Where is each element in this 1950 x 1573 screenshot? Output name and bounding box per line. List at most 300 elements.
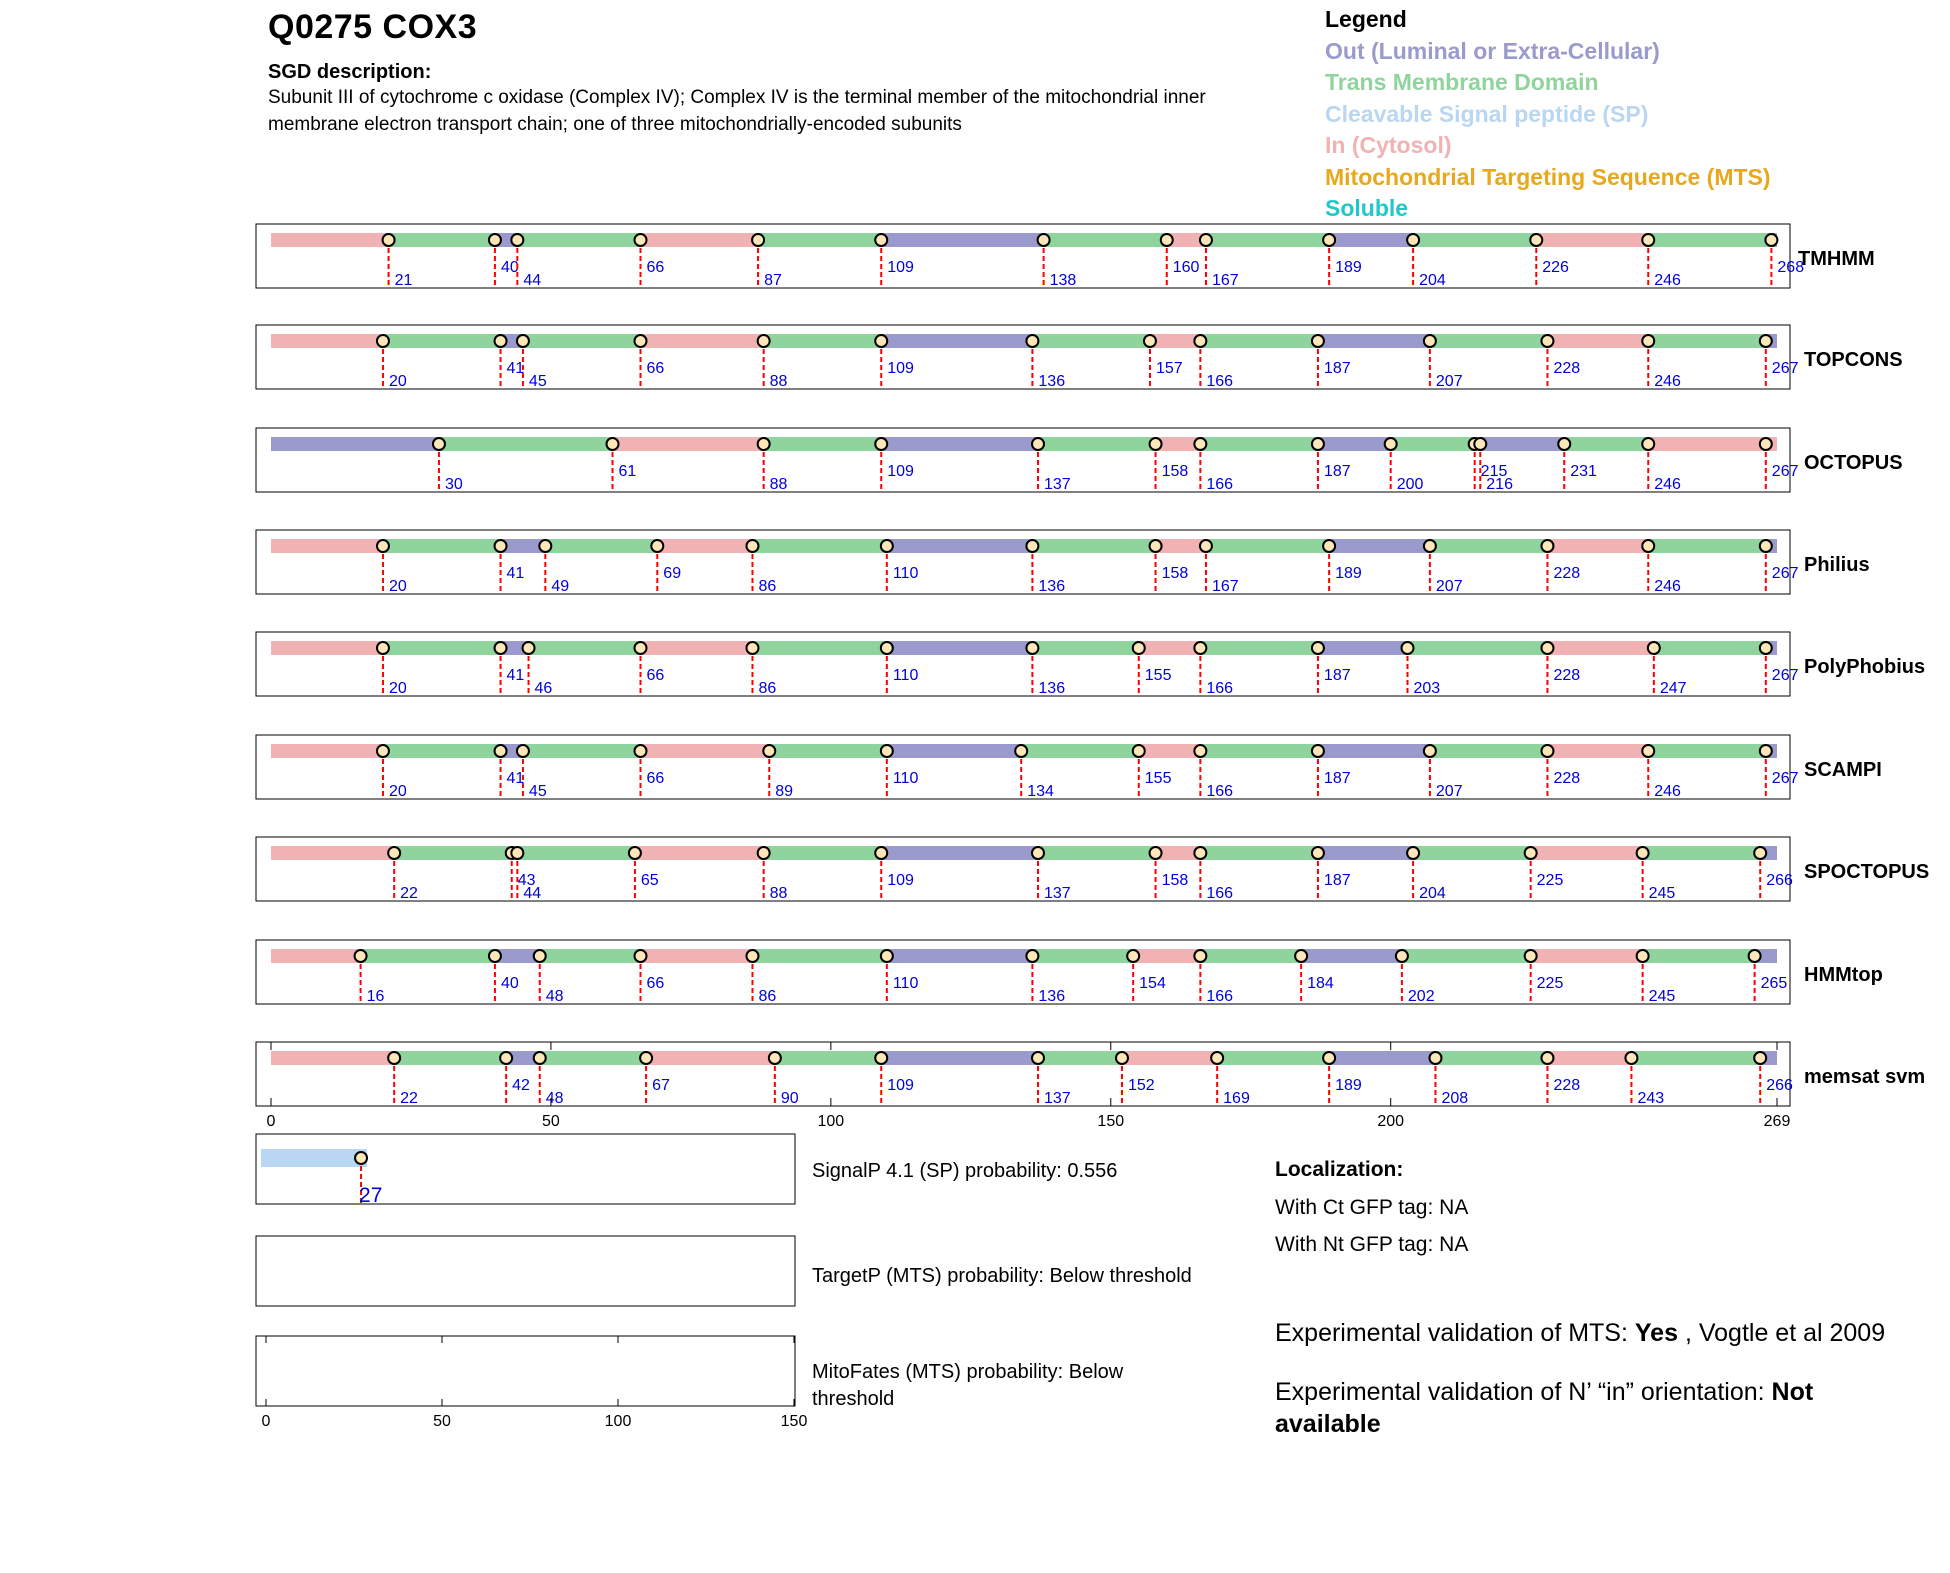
track-segment: [1547, 334, 1648, 348]
boundary-label: 247: [1659, 680, 1687, 697]
boundary-label: 66: [646, 770, 665, 787]
boundary-marker: [746, 642, 758, 654]
boundary-label: 109: [887, 259, 914, 276]
boundary-marker: [495, 540, 507, 552]
x-tick-label: 150: [1097, 1113, 1125, 1130]
legend-title: Legend: [1325, 6, 1407, 32]
track-segment: [1413, 846, 1531, 860]
boundary-marker: [1015, 745, 1027, 757]
boundary-marker: [1760, 335, 1772, 347]
sp-x-tick-label: 0: [261, 1413, 271, 1430]
track-segment: [439, 437, 613, 451]
boundary-marker: [1194, 642, 1206, 654]
boundary-label: 228: [1553, 360, 1581, 377]
track-segment: [1318, 641, 1408, 655]
boundary-marker: [1323, 540, 1335, 552]
boundary-marker: [651, 540, 663, 552]
boundary-marker: [1541, 745, 1553, 757]
boundary-marker: [875, 335, 887, 347]
boundary-label: 20: [388, 578, 407, 595]
track-segment: [517, 233, 640, 247]
boundary-marker: [1032, 438, 1044, 450]
track-segment: [887, 949, 1033, 963]
localization-nt: With Nt GFP tag: NA: [1275, 1233, 1469, 1256]
boundary-label: 167: [1211, 578, 1239, 595]
boundary-marker: [758, 438, 770, 450]
track-segment: [540, 949, 641, 963]
track-name: Philius: [1804, 554, 1870, 576]
boundary-marker: [500, 1052, 512, 1064]
boundary-marker: [1429, 1052, 1441, 1064]
track-segment: [1329, 1051, 1435, 1065]
track-segment: [271, 334, 383, 348]
boundary-marker: [1525, 847, 1537, 859]
boundary-label: 246: [1654, 373, 1681, 390]
x-tick-label: 100: [817, 1113, 845, 1130]
boundary-marker: [489, 234, 501, 246]
track-segment: [1200, 437, 1318, 451]
boundary-label: 207: [1435, 373, 1463, 390]
boundary-marker: [758, 847, 770, 859]
boundary-marker: [1760, 642, 1772, 654]
legend-item-tm: Trans Membrane Domain: [1325, 69, 1599, 95]
track-segment: [1206, 539, 1329, 553]
boundary-marker: [1558, 438, 1570, 450]
boundary-label: 155: [1144, 667, 1172, 684]
boundary-marker: [1312, 642, 1324, 654]
boundary-label: 109: [887, 360, 914, 377]
boundary-label: 215: [1480, 463, 1508, 480]
track-segment: [383, 334, 501, 348]
track-name: SPOCTOPUS: [1804, 861, 1930, 883]
track-segment: [1217, 1051, 1329, 1065]
signal-panel-box: [256, 1336, 795, 1406]
boundary-marker: [1754, 1052, 1766, 1064]
sp-x-tick-label: 150: [780, 1413, 808, 1430]
boundary-label: 66: [646, 667, 665, 684]
track-name: HMMtop: [1804, 964, 1883, 986]
boundary-label: 22: [400, 1090, 418, 1107]
boundary-marker: [1211, 1052, 1223, 1064]
boundary-label: 267: [1771, 360, 1799, 377]
track-segment: [887, 744, 1021, 758]
boundary-marker: [1760, 438, 1772, 450]
boundary-marker: [1116, 1052, 1128, 1064]
track-segment: [1430, 539, 1548, 553]
boundary-marker: [1194, 745, 1206, 757]
boundary-marker: [1032, 1052, 1044, 1064]
track-segment: [271, 949, 361, 963]
boundary-marker: [1032, 847, 1044, 859]
boundary-marker: [1407, 234, 1419, 246]
boundary-marker: [1200, 540, 1212, 552]
track-segment: [540, 1051, 646, 1065]
track-segment: [775, 1051, 881, 1065]
boundary-label: 22: [400, 885, 418, 902]
boundary-label: 110: [892, 975, 919, 992]
exp-orient-prefix: Experimental validation of N’ “in” orientation:: [1275, 1378, 1772, 1406]
track-segment: [1122, 1051, 1217, 1065]
track-segment: [887, 539, 1033, 553]
boundary-label: 41: [506, 770, 525, 787]
boundary-marker: [752, 234, 764, 246]
boundary-marker: [635, 335, 647, 347]
boundary-marker: [1642, 540, 1654, 552]
boundary-marker: [433, 438, 445, 450]
boundary-label: 46: [534, 680, 553, 697]
boundary-label: 41: [506, 360, 525, 377]
track-segment: [769, 744, 887, 758]
track-segment: [1038, 846, 1156, 860]
boundary-label: 61: [618, 463, 637, 480]
track-segment: [881, 1051, 1038, 1065]
mitofates-label-line2: threshold: [812, 1388, 895, 1410]
track-segment: [657, 539, 752, 553]
boundary-label: 88: [769, 476, 788, 493]
boundary-marker: [1150, 540, 1162, 552]
boundary-marker: [607, 438, 619, 450]
track-segment: [1407, 641, 1547, 655]
track-segment: [1547, 539, 1648, 553]
targetp-label: TargetP (MTS) probability: Below threshold: [812, 1265, 1192, 1287]
legend-item-in: In (Cytosol): [1325, 132, 1452, 158]
boundary-marker: [1407, 847, 1419, 859]
boundary-label: 266: [1766, 1077, 1793, 1094]
exp-orientation: [1275, 1376, 1915, 1440]
boundary-marker: [1133, 745, 1145, 757]
sp-segment: [261, 1149, 367, 1167]
boundary-label: 266: [1766, 872, 1793, 889]
track-segment: [271, 437, 439, 451]
sp-boundary-label: 27: [359, 1184, 383, 1207]
track-segment: [394, 1051, 506, 1065]
track-segment: [1648, 539, 1766, 553]
boundary-marker: [517, 745, 529, 757]
boundary-label: 169: [1223, 1090, 1250, 1107]
boundary-label: 246: [1654, 783, 1681, 800]
track-segment: [635, 846, 764, 860]
track-segment: [1654, 641, 1766, 655]
boundary-marker: [1295, 950, 1307, 962]
track-segment: [881, 233, 1043, 247]
boundary-label: 243: [1637, 1090, 1665, 1107]
boundary-label: 86: [758, 578, 777, 595]
boundary-label: 268: [1777, 259, 1805, 276]
boundary-label: 66: [646, 360, 665, 377]
track-segment: [1391, 437, 1475, 451]
track-segment: [394, 846, 512, 860]
boundary-marker: [881, 950, 893, 962]
boundary-label: 166: [1206, 885, 1234, 902]
track-segment: [1038, 437, 1156, 451]
boundary-label: 43: [517, 872, 536, 889]
boundary-label: 88: [769, 885, 788, 902]
boundary-marker: [388, 847, 400, 859]
track-segment: [752, 949, 886, 963]
boundary-marker: [511, 847, 523, 859]
track-segment: [389, 233, 495, 247]
boundary-label: 48: [545, 988, 564, 1005]
boundary-label: 152: [1127, 1077, 1155, 1094]
boundary-marker: [875, 234, 887, 246]
track-segment: [1318, 744, 1430, 758]
page-title: Q0275 COX3: [268, 8, 478, 46]
boundary-label: 189: [1335, 565, 1362, 582]
boundary-marker: [1525, 950, 1537, 962]
track-segment: [1200, 641, 1318, 655]
boundary-label: 225: [1536, 975, 1564, 992]
boundary-label: 189: [1335, 1077, 1362, 1094]
track-segment: [1564, 437, 1648, 451]
track-segment: [1139, 641, 1201, 655]
boundary-label: 158: [1161, 463, 1189, 480]
track-name: TOPCONS: [1804, 349, 1903, 371]
x-tick-label: 269: [1763, 1113, 1791, 1130]
boundary-label: 245: [1648, 988, 1676, 1005]
boundary-marker: [495, 745, 507, 757]
boundary-marker: [1385, 438, 1397, 450]
track-segment: [1318, 437, 1391, 451]
boundary-marker: [1642, 335, 1654, 347]
boundary-marker: [1323, 1052, 1335, 1064]
track-segment: [881, 437, 1038, 451]
boundary-marker: [1026, 950, 1038, 962]
signal-panel-box: [256, 1236, 795, 1306]
boundary-marker: [1038, 234, 1050, 246]
boundary-marker: [881, 642, 893, 654]
boundary-marker: [1474, 438, 1486, 450]
boundary-marker: [1401, 642, 1413, 654]
track-segment: [1318, 334, 1430, 348]
track-segment: [1032, 949, 1133, 963]
track-segment: [529, 641, 641, 655]
boundary-marker: [1749, 950, 1761, 962]
boundary-label: 41: [506, 667, 525, 684]
track-segment: [517, 846, 635, 860]
track-segment: [383, 744, 501, 758]
boundary-label: 157: [1155, 360, 1183, 377]
boundary-label: 110: [892, 770, 919, 787]
track-segment: [641, 233, 759, 247]
boundary-label: 187: [1323, 770, 1351, 787]
track-segment: [1200, 744, 1318, 758]
track-segment: [1044, 233, 1167, 247]
boundary-label: 187: [1323, 463, 1351, 480]
track-segment: [1139, 744, 1201, 758]
boundary-label: 265: [1760, 975, 1788, 992]
boundary-marker: [377, 335, 389, 347]
boundary-marker: [377, 540, 389, 552]
track-segment: [1032, 539, 1155, 553]
track-segment: [523, 744, 641, 758]
boundary-marker: [388, 1052, 400, 1064]
boundary-marker: [1424, 335, 1436, 347]
boundary-label: 226: [1542, 259, 1569, 276]
boundary-marker: [763, 745, 775, 757]
boundary-label: 246: [1654, 476, 1681, 493]
boundary-label: 200: [1396, 476, 1424, 493]
boundary-marker: [1637, 847, 1649, 859]
boundary-marker: [635, 950, 647, 962]
boundary-label: 267: [1771, 463, 1799, 480]
boundary-marker: [539, 540, 551, 552]
boundary-label: 202: [1407, 988, 1435, 1005]
boundary-marker: [875, 847, 887, 859]
track-segment: [271, 846, 394, 860]
boundary-label: 189: [1335, 259, 1362, 276]
boundary-label: 109: [887, 1077, 914, 1094]
boundary-label: 109: [887, 872, 914, 889]
track-segment: [1648, 334, 1766, 348]
boundary-label: 231: [1570, 463, 1597, 480]
exp-mts: [1275, 1317, 1885, 1349]
boundary-label: 20: [388, 373, 407, 390]
track-segment: [1430, 744, 1548, 758]
track-segment: [1531, 949, 1643, 963]
boundary-marker: [1637, 950, 1649, 962]
track-segment: [764, 846, 882, 860]
boundary-marker: [758, 335, 770, 347]
boundary-marker: [1642, 438, 1654, 450]
boundary-marker: [1133, 642, 1145, 654]
boundary-label: 228: [1553, 770, 1581, 787]
boundary-label: 184: [1307, 975, 1334, 992]
track-segment: [1032, 641, 1138, 655]
boundary-label: 110: [892, 667, 919, 684]
signalp-label: SignalP 4.1 (SP) probability: 0.556: [812, 1160, 1118, 1182]
boundary-marker: [1541, 642, 1553, 654]
boundary-label: 166: [1206, 680, 1234, 697]
boundary-label: 86: [758, 988, 777, 1005]
boundary-label: 267: [1771, 667, 1799, 684]
boundary-marker: [1026, 642, 1038, 654]
boundary-marker: [1625, 1052, 1637, 1064]
boundary-marker: [517, 335, 529, 347]
boundary-marker: [383, 234, 395, 246]
boundary-marker: [1530, 234, 1542, 246]
boundary-marker: [1312, 438, 1324, 450]
boundary-label: 158: [1161, 872, 1189, 889]
boundary-marker: [377, 745, 389, 757]
boundary-label: 166: [1206, 988, 1234, 1005]
boundary-marker: [1648, 642, 1660, 654]
boundary-label: 167: [1211, 272, 1239, 289]
legend-item-soluble: Soluble: [1325, 195, 1409, 221]
track-segment: [1531, 846, 1643, 860]
boundary-label: 245: [1648, 885, 1676, 902]
boundary-marker: [511, 234, 523, 246]
track-segment: [1329, 233, 1413, 247]
boundary-marker: [1312, 847, 1324, 859]
track-segment: [641, 641, 753, 655]
boundary-marker: [1127, 950, 1139, 962]
track-segment: [1480, 437, 1564, 451]
x-tick-label: 0: [266, 1113, 276, 1130]
boundary-label: 20: [388, 680, 407, 697]
boundary-label: 246: [1654, 272, 1681, 289]
localization-heading: Localization:: [1275, 1158, 1404, 1181]
boundary-label: 66: [646, 975, 665, 992]
boundary-marker: [1754, 847, 1766, 859]
boundary-label: 48: [545, 1090, 564, 1107]
boundary-marker: [1642, 745, 1654, 757]
boundary-label: 203: [1413, 680, 1441, 697]
boundary-marker: [377, 642, 389, 654]
boundary-marker: [1026, 335, 1038, 347]
boundary-label: 87: [764, 272, 782, 289]
boundary-label: 208: [1441, 1090, 1469, 1107]
track-name: TMHMM: [1798, 248, 1875, 270]
boundary-marker: [640, 1052, 652, 1064]
track-segment: [1200, 846, 1318, 860]
boundary-marker: [1541, 540, 1553, 552]
track-name: memsat svm: [1804, 1066, 1926, 1088]
track-segment: [1547, 744, 1648, 758]
boundary-marker: [1424, 540, 1436, 552]
track-segment: [1402, 949, 1531, 963]
boundary-label: 137: [1043, 476, 1071, 493]
track-segment: [646, 1051, 775, 1065]
boundary-marker: [881, 540, 893, 552]
boundary-label: 41: [506, 565, 525, 582]
boundary-label: 207: [1435, 783, 1463, 800]
boundary-marker: [523, 642, 535, 654]
boundary-label: 187: [1323, 667, 1351, 684]
track-segment: [271, 641, 383, 655]
exp-orient-value-1: Not: [1771, 1378, 1814, 1406]
boundary-label: 137: [1043, 885, 1071, 902]
boundary-label: 267: [1771, 565, 1799, 582]
boundary-marker: [629, 847, 641, 859]
boundary-marker: [635, 745, 647, 757]
track-segment: [1032, 334, 1150, 348]
track-name: PolyPhobius: [1804, 656, 1926, 678]
boundary-marker: [635, 642, 647, 654]
boundary-marker: [769, 1052, 781, 1064]
boundary-label: 138: [1049, 272, 1077, 289]
track-segment: [764, 437, 882, 451]
track-segment: [1301, 949, 1402, 963]
boundary-marker: [1424, 745, 1436, 757]
boundary-marker: [355, 950, 367, 962]
exp-mts-value: Yes: [1634, 1319, 1678, 1347]
boundary-label: 134: [1027, 783, 1054, 800]
boundary-marker: [635, 234, 647, 246]
track-segment: [641, 949, 753, 963]
track-segment: [1329, 539, 1430, 553]
boundary-marker: [881, 745, 893, 757]
boundary-label: 267: [1771, 770, 1799, 787]
boundary-label: 42: [512, 1077, 530, 1094]
track-segment: [764, 334, 882, 348]
boundary-label: 207: [1435, 578, 1463, 595]
track-segment: [758, 233, 881, 247]
track-segment: [887, 641, 1033, 655]
sgd-description: Subunit III of cytochrome c oxidase (Complex IV); Complex IV is the terminal member of the mitochondrial inner membrane electron transport chain; one of three mitochondrially-encoded subunits: [268, 87, 1206, 135]
boundary-marker: [1194, 335, 1206, 347]
boundary-label: 137: [1043, 1090, 1071, 1107]
boundary-label: 49: [551, 578, 570, 595]
track-segment: [1435, 1051, 1547, 1065]
track-segment: [1547, 1051, 1631, 1065]
track-segment: [1133, 949, 1200, 963]
track-name: OCTOPUS: [1804, 452, 1903, 474]
track-segment: [545, 539, 657, 553]
boundary-marker: [495, 642, 507, 654]
sp-boundary-marker: [355, 1152, 367, 1164]
boundary-label: 66: [646, 259, 665, 276]
boundary-marker: [1194, 847, 1206, 859]
